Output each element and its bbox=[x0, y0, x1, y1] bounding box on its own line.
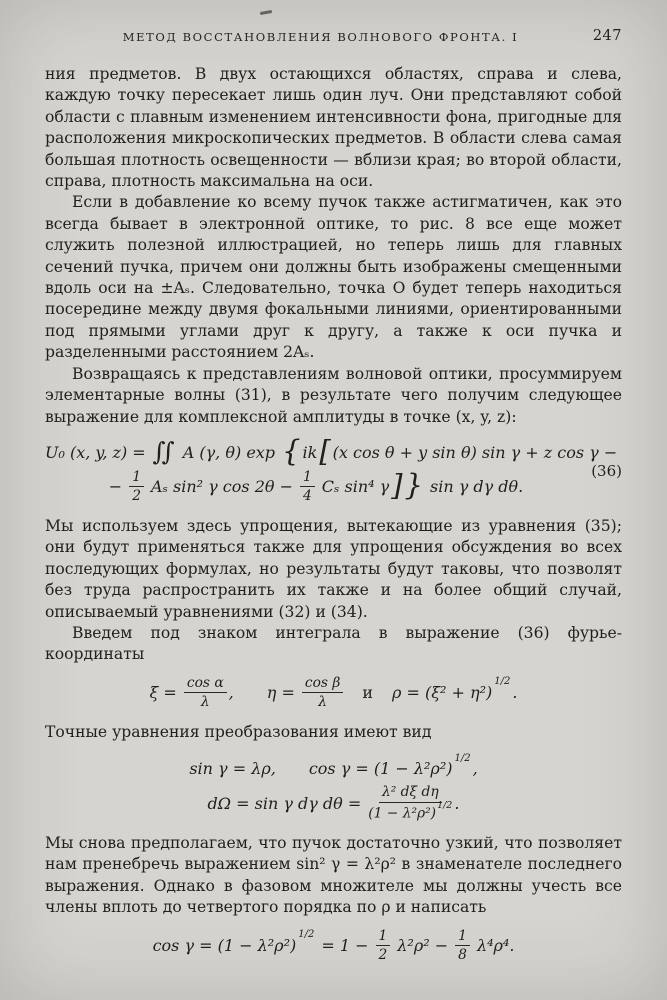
eq36-lhs: U₀ (x, y, z) = bbox=[45, 443, 146, 463]
equation-number: (36) bbox=[591, 461, 622, 480]
solid-angle-denominator: $(1 - \lambda^2\rho^2)^{1/2}$ bbox=[368, 799, 453, 822]
paragraph-4: Мы используем здесь упрощения, вытекающие из уравнения (35); они будут применяться также для упрощения обсуждения во всех последующих формулах, но результаты будут таковы, что позволят без труда распространить их также и на более общий случай, описываемый уравнениями (32) и (34). bbox=[45, 517, 622, 621]
denominator-exponent: 1/2 bbox=[437, 799, 453, 811]
running-header-title: МЕТОД ВОССТАНОВЛЕНИЯ ВОЛНОВОГО ФРОНТА. I bbox=[122, 30, 519, 44]
cos-expansion-exponent: 1/2 bbox=[298, 928, 315, 940]
conjunction-and: и bbox=[362, 683, 373, 703]
fourier-coordinates-line bbox=[45, 675, 622, 711]
solid-angle-fraction: $\frac{\text{λ² dξ dη}}{(1 - \lambda^2\rho^2)^{1/2}}$ bbox=[368, 784, 453, 822]
paragraph-3: Возвращаясь к представлениям волновой оптики, просуммируем элементарные волны (31), в результате чего получим следующее выражение для комплексной амплитуды в точке (x, y, z): bbox=[45, 364, 622, 426]
paragraph-6: Точные уравнения преобразования имеют вид bbox=[45, 722, 432, 741]
cos-expansion-term2: λ⁴ρ⁴. bbox=[476, 936, 515, 956]
equation-36 bbox=[45, 434, 622, 505]
paragraph-2: Если в добавление ко всему пучок также астигматичен, как это всегда бывает в электронной оптике, то рис. 8 все еще может служить полезной иллюстрацией, но теперь лишь для главных сечений пучка, причем они должны быть изображены смещенными вдоль оси на ±Aₛ. Следовательно, точка O будет теперь находиться посередине между двумя фокальными линиями, ориентированными под прямыми углами друг к другу, а также к оси пучка и разделенными расстоянием 2Aₛ. bbox=[45, 193, 622, 362]
period: . bbox=[454, 793, 460, 813]
close-brace: } bbox=[404, 468, 423, 503]
eq36-phase-body: (x cos θ + y sin θ) sin γ + z cos γ − bbox=[332, 443, 618, 463]
transformation-equations bbox=[45, 752, 622, 822]
cos-expansion-lhs: cos γ = (1 − λ²ρ²) bbox=[152, 936, 297, 956]
equation-36-line-1 bbox=[45, 434, 622, 469]
rho-definition: ρ = (ξ² + η²) bbox=[392, 683, 493, 703]
minus-sign: − bbox=[108, 477, 123, 497]
fraction-one-half: $\frac{1}{2}$ bbox=[376, 928, 391, 964]
fraction-one-eighth: $\frac{1}{8}$ bbox=[455, 928, 470, 964]
cos-expansion-term1: λ²ρ² − bbox=[397, 936, 449, 956]
equation-36-line-2 bbox=[45, 461, 622, 505]
fourier-coordinates-formula bbox=[45, 675, 622, 711]
transformation-line-2 bbox=[45, 784, 622, 822]
cosine-expansion-line bbox=[45, 928, 622, 964]
cosine-expansion-formula bbox=[45, 928, 622, 964]
fraction-one-quarter: $\frac{1}{4}$ bbox=[300, 469, 315, 505]
fraction-cos-alpha-over-lambda: $\frac{\text{cos α}}{\lambda}$ bbox=[184, 675, 227, 711]
eq36-differential-tail: sin γ dγ dθ. bbox=[429, 477, 524, 497]
open-bracket: [ bbox=[319, 434, 331, 469]
transformation-line-1 bbox=[45, 752, 622, 784]
paragraph-7: Мы снова предполагаем, что пучок достаточно узкий, что позволяет нам пренебречь выражением sin² γ = λ²ρ² в знаменателе последнего выражения. Однако в фазовом множителе мы должны учесть все члены вплоть до четвертого порядка по ρ и написать bbox=[45, 834, 622, 917]
fraction-cos-beta-over-lambda: $\frac{\text{cos β}}{\lambda}$ bbox=[302, 675, 343, 711]
eta-definition: η = bbox=[266, 683, 295, 703]
fraction-one-half: $\frac{1}{2}$ bbox=[129, 469, 144, 505]
scan-artifact bbox=[260, 10, 272, 15]
close-bracket: ] bbox=[391, 468, 403, 503]
period: . bbox=[512, 683, 518, 703]
comma: , bbox=[472, 758, 478, 778]
cos-gamma-exponent: 1/2 bbox=[454, 753, 471, 765]
page-number: 247 bbox=[592, 28, 622, 44]
xi-definition: ξ = bbox=[149, 683, 177, 703]
eq36-amplitude-factor: A (γ, θ) exp bbox=[182, 443, 276, 463]
running-header bbox=[45, 30, 622, 48]
solid-angle-lhs: dΩ = sin γ dγ dθ = bbox=[207, 793, 362, 813]
eq36-aberration-term: Cₛ sin⁴ γ bbox=[321, 477, 390, 497]
comma: , bbox=[228, 683, 234, 703]
open-brace: { bbox=[282, 434, 301, 469]
page-body bbox=[45, 64, 622, 964]
paragraph-1: ния предметов. В двух остающихся областях, справа и слева, каждую точку пересекает лишь один луч. Они представляют собой области с плавным изменением интенсивности фона, пригодные для расположения микроскопических предметов. В области слева самая большая плотность освещенности — вблизи края; во второй области, справа, плотность максимальна на оси. bbox=[45, 65, 622, 191]
double-integral-icon: ∫∫ bbox=[152, 437, 171, 467]
paragraph-5: Введем под знаком интеграла в выражение (36) фурье-координаты bbox=[45, 624, 622, 664]
cos-expansion-equals: = 1 − bbox=[321, 936, 369, 956]
sin-gamma-equation: sin γ = λρ, bbox=[189, 758, 276, 778]
eq36-astigmatism-term: Aₛ sin² γ cos 2θ − bbox=[150, 477, 293, 497]
eq36-ik: ik bbox=[302, 443, 318, 463]
cos-gamma-equation: cos γ = (1 − λ²ρ²) bbox=[308, 758, 453, 778]
rho-exponent: 1/2 bbox=[494, 675, 511, 687]
